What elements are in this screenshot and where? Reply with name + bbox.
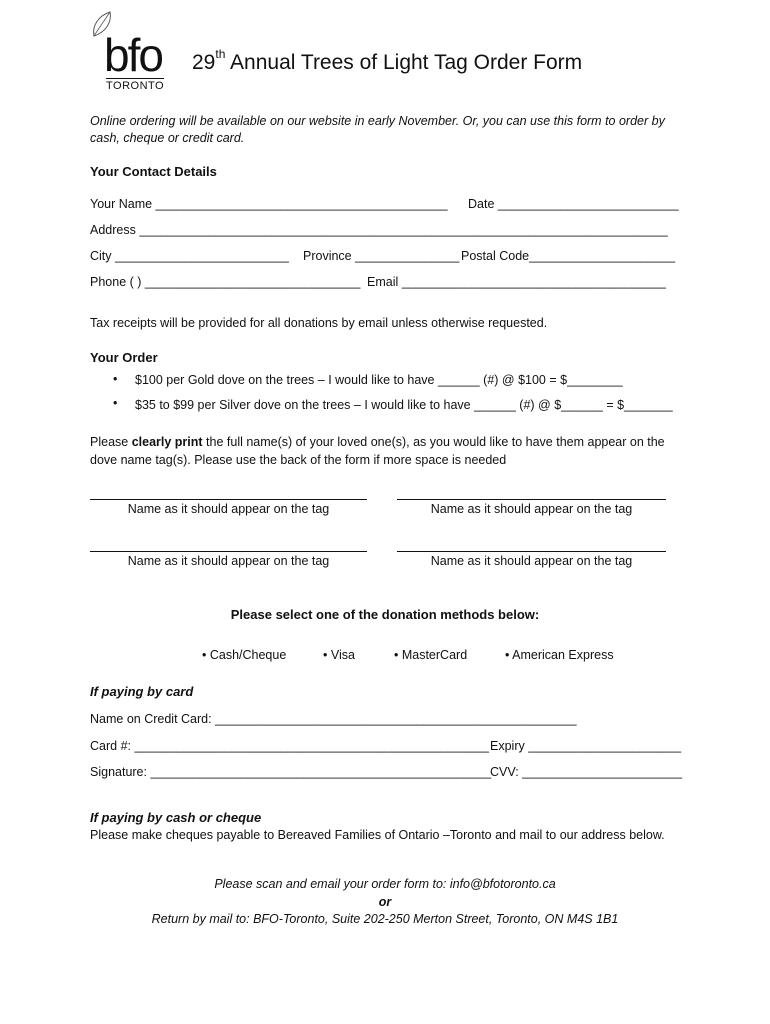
footer-mail-line: Return by mail to: BFO-Toronto, Suite 202-250 Merton Street, Toronto, ON M4S 1B1: [151, 912, 619, 926]
card-name-field[interactable]: Name on Credit Card: ____________________________________________________: [90, 712, 577, 726]
order-heading: Your Order: [90, 350, 158, 365]
card-expiry-field[interactable]: Expiry ______________________: [490, 739, 682, 753]
page-title: [192, 47, 583, 75]
method-visa[interactable]: • Visa: [323, 648, 355, 662]
method-cash-cheque[interactable]: • Cash/Cheque: [202, 648, 287, 662]
province-field[interactable]: Province _______________: [303, 249, 460, 263]
print-instructions: Please clearly print the full name(s) of your loved one(s), as you would like to have them appear on the dove name tag(s). Please use the back of the form if more space is needed: [90, 435, 665, 467]
cvv-field[interactable]: CVV: _______________________: [490, 765, 683, 779]
postal-code-field[interactable]: Postal Code_____________________: [461, 249, 676, 263]
phone-field[interactable]: Phone ( ) _______________________________: [90, 275, 361, 289]
tag-name-line-4[interactable]: [397, 551, 666, 552]
order-silver-line[interactable]: $35 to $99 per Silver dove on the trees – I would like to have ______ (#) @ $______ = $_______: [135, 398, 673, 412]
tag-name-line-3[interactable]: [90, 551, 367, 552]
title-number: 29: [192, 51, 216, 74]
cheque-heading: If paying by cash or cheque: [90, 810, 262, 825]
tag-caption: Name as it should appear on the tag: [430, 554, 633, 568]
tag-caption: Name as it should appear on the tag: [127, 502, 330, 516]
tag-caption: Name as it should appear on the tag: [127, 554, 330, 568]
order-gold-line[interactable]: $100 per Gold dove on the trees – I would like to have ______ (#) @ $100 = $________: [135, 373, 623, 387]
method-mastercard[interactable]: • MasterCard: [394, 648, 468, 662]
logo-subtext: TORONTO: [106, 80, 165, 92]
card-heading: If paying by card: [90, 684, 194, 699]
bullet-icon: •: [113, 396, 118, 410]
name-field[interactable]: Your Name __________________________________________: [90, 197, 448, 211]
address-field[interactable]: Address ____________________________________________________________________________: [90, 223, 668, 237]
card-number-field[interactable]: Card #: ___________________________________________________: [90, 739, 490, 753]
tag-name-line-1[interactable]: [90, 499, 367, 500]
cheque-instructions: Please make cheques payable to Bereaved Families of Ontario –Toronto and mail to our address below.: [90, 828, 665, 842]
footer-or: or: [378, 895, 392, 909]
contact-heading: Your Contact Details: [90, 164, 217, 179]
date-field[interactable]: Date __________________________: [468, 197, 679, 211]
bfo-logo: [88, 10, 188, 94]
logo-text: bfo: [104, 29, 162, 81]
title-text: Annual Trees of Light Tag Order Form: [225, 51, 583, 74]
tag-name-line-2[interactable]: [397, 499, 666, 500]
method-american-express[interactable]: • American Express: [505, 648, 614, 662]
signature-field[interactable]: Signature: _________________________________________________: [90, 765, 492, 779]
tax-note: Tax receipts will be provided for all donations by email unless otherwise requested.: [90, 316, 548, 330]
footer-email-line: Please scan and email your order form to: info@bfotoronto.ca: [214, 877, 556, 891]
tag-caption: Name as it should appear on the tag: [430, 502, 633, 516]
title-superscript: th: [215, 47, 226, 61]
city-field[interactable]: City _________________________: [90, 249, 289, 263]
intro-text: Online ordering will be available on our website in early November. Or, you can use this form to order by cash, cheque or credit card.: [90, 114, 665, 145]
donation-heading: Please select one of the donation methods below:: [230, 607, 540, 622]
email-field[interactable]: Email ______________________________________: [367, 275, 666, 289]
bullet-icon: •: [113, 372, 118, 386]
